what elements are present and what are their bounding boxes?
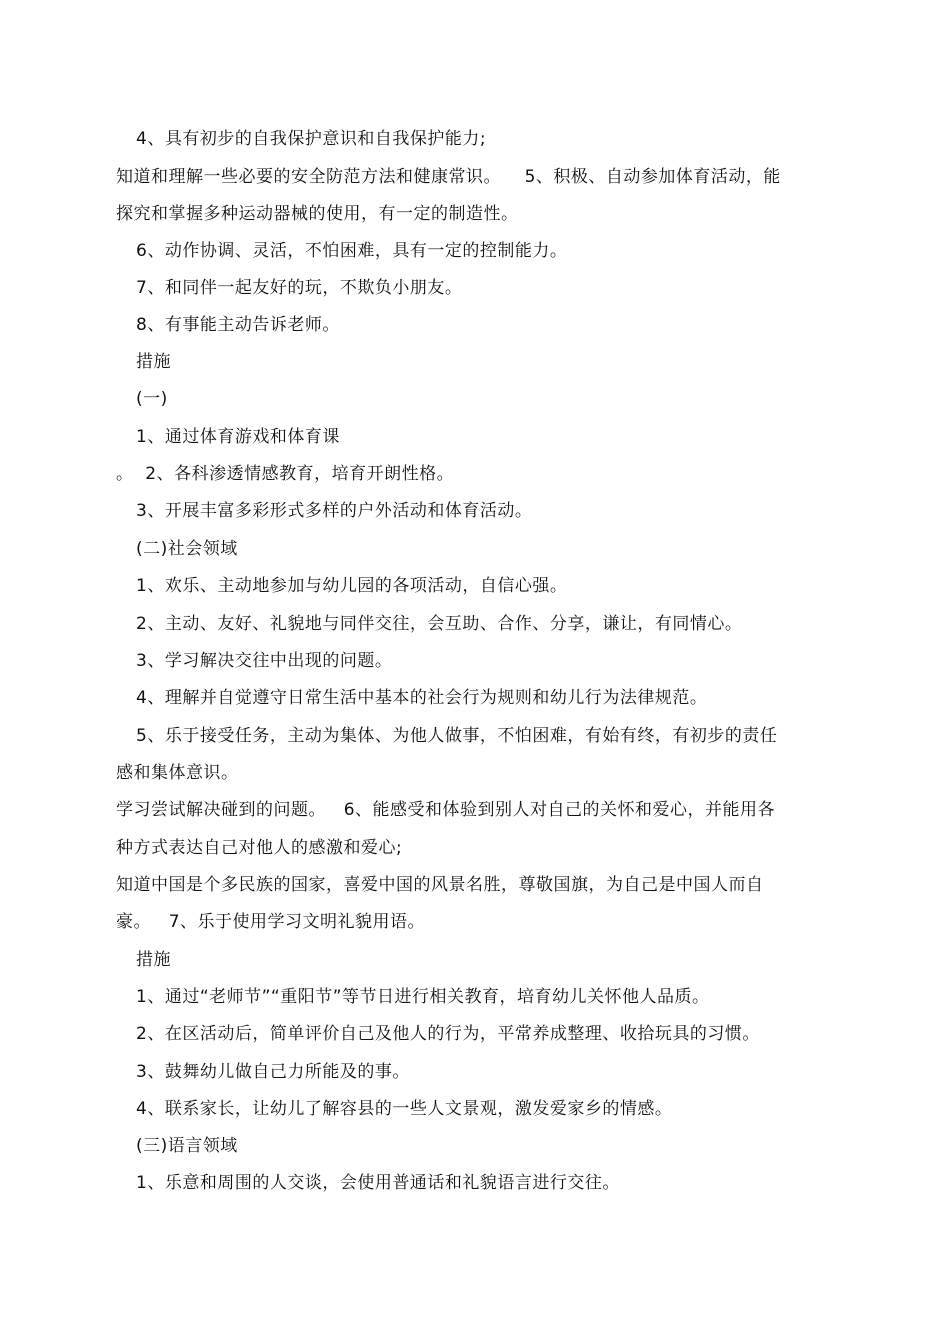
paragraph-line: 4、理解并自觉遵守日常生活中基本的社会行为规则和幼儿行为法律规范。 bbox=[136, 688, 708, 708]
paragraph-line: 1、欢乐、主动地参加与幼儿园的各项活动，自信心强。 bbox=[136, 576, 568, 596]
paragraph-line: 知道和理解一些必要的安全防范方法和健康常识。 5、积极、自动参加体育活动，能 bbox=[116, 167, 781, 187]
section-heading: (一) bbox=[136, 389, 168, 409]
paragraph-line: 3、鼓舞幼儿做自己力所能及的事。 bbox=[136, 1062, 410, 1082]
paragraph-line: 1、乐意和周围的人交谈，会使用普通话和礼貌语言进行交往。 bbox=[136, 1173, 620, 1193]
paragraph-line: 7、和同伴一起友好的玩，不欺负小朋友。 bbox=[136, 278, 463, 298]
paragraph-line: 6、动作协调、灵活，不怕困难，具有一定的控制能力。 bbox=[136, 241, 568, 261]
section-heading: 措施 bbox=[136, 950, 171, 970]
paragraph-line: 豪。 7、乐于使用学习文明礼貌用语。 bbox=[116, 912, 426, 932]
paragraph-line: 8、有事能主动告诉老师。 bbox=[136, 315, 340, 335]
paragraph-line: 感和集体意识。 bbox=[116, 763, 239, 783]
paragraph-line: 。 2、各科渗透情感教育，培育开朗性格。 bbox=[116, 464, 455, 484]
paragraph-line: 4、具有初步的自我保护意识和自我保护能力; bbox=[136, 129, 487, 149]
section-heading: (二)社会领域 bbox=[136, 539, 238, 559]
paragraph-line: 1、通过“老师节”“重阳节”等节日进行相关教育，培育幼儿关怀他人品质。 bbox=[136, 987, 710, 1007]
section-heading: 措施 bbox=[136, 352, 171, 372]
paragraph-line: 知道中国是个多民族的国家，喜爱中国的风景名胜，尊敬国旗，为自己是中国人而自 bbox=[116, 875, 764, 895]
paragraph-line: 2、主动、友好、礼貌地与同伴交往，会互助、合作、分享，谦让，有同情心。 bbox=[136, 614, 743, 634]
paragraph-line: 探究和掌握多种运动器械的使用，有一定的制造性。 bbox=[116, 204, 519, 224]
section-heading: (三)语言领域 bbox=[136, 1136, 238, 1156]
paragraph-line: 种方式表达自己对他人的感激和爱心; bbox=[116, 838, 403, 858]
paragraph-line: 5、乐于接受任务，主动为集体、为他人做事，不怕困难，有始有终，有初步的责任 bbox=[136, 726, 778, 746]
paragraph-line: 3、开展丰富多彩形式多样的户外活动和体育活动。 bbox=[136, 501, 533, 521]
paragraph-line: 2、在区活动后，简单评价自己及他人的行为，平常养成整理、收拾玩具的习惯。 bbox=[136, 1024, 760, 1044]
paragraph-line: 3、学习解决交往中出现的问题。 bbox=[136, 651, 393, 671]
paragraph-line: 1、通过体育游戏和体育课 bbox=[136, 427, 340, 447]
paragraph-line: 学习尝试解决碰到的问题。 6、能感受和体验到别人对自己的关怀和爱心，并能用各 bbox=[116, 800, 776, 820]
paragraph-line: 4、联系家长，让幼儿了解容县的一些人文景观，激发爱家乡的情感。 bbox=[136, 1099, 673, 1119]
